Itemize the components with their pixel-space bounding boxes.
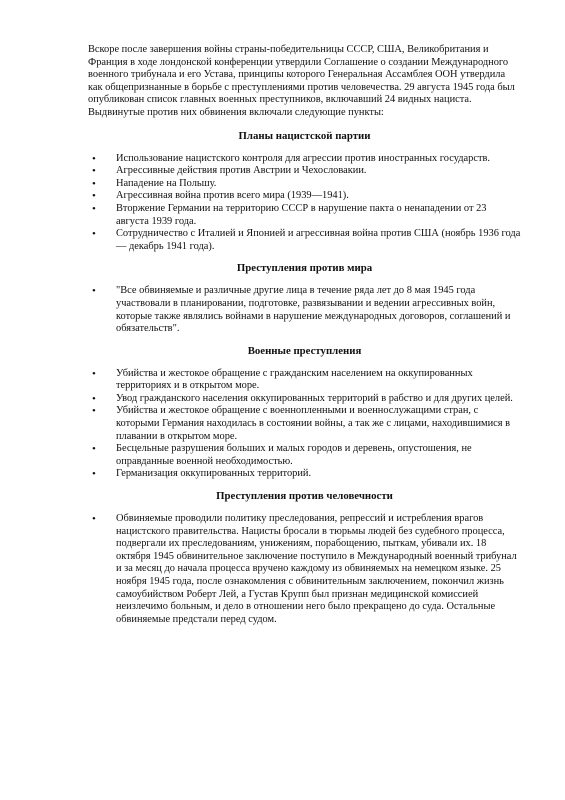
list-item: • Убийства и жестокое обращение с военнопленными и военнослужащими стран, с которыми Германия находилась в состоянии войны, а так же с лицами, находившимися в плавании в открытом море. xyxy=(88,405,521,443)
list-item: • Бесцельные разрушения больших и малых городов и деревень, опустошения, не оправданные военной необходимостью. xyxy=(88,443,521,468)
section-heading: Преступления против мира xyxy=(236,262,373,275)
section-heading: Преступления против человечности xyxy=(216,490,393,503)
list-item: • Сотрудничество с Италией и Японией и агрессивная война против США (ноябрь 1936 года — декабрь 1941 года). xyxy=(88,228,521,253)
intro-paragraph: Вскоре после завершения войны страны-победительницы СССР, США, Великобритания и Франция в ходе лондонской конференции утвердили Соглашение о создании Международного военного трибунала и его Устава, принципы которого Генеральная Ассамблея ООН утвердила как общепризнанные в борьбе с преступлениями против человечества. 29 августа 1945 года был опубликован список главных военных преступников, включавший 24 видных нациста. Выдвинутые против них обвинения включали следующие пункты: xyxy=(88,44,515,118)
list-item: • Убийства и жестокое обращение с гражданским населением на оккупированных территориях и в открытом море. xyxy=(88,368,521,393)
list-item: • Нападение на Польшу. xyxy=(88,178,521,191)
bullet-list xyxy=(88,368,521,481)
section-nazi-party-plans xyxy=(88,130,521,254)
list-item: • Вторжение Германии на территорию СССР в нарушение пакта о ненападении от 23 августа 1939 года. xyxy=(88,203,521,228)
list-item: • Агрессивная война против всего мира (1939—1941). xyxy=(88,190,521,203)
bullet-list xyxy=(88,513,521,626)
list-item: • Германизация оккупированных территорий. xyxy=(88,468,521,481)
section-crimes-against-peace xyxy=(88,262,521,335)
section-war-crimes xyxy=(88,345,521,481)
section-heading: Военные преступления xyxy=(247,344,362,357)
list-item: • Использование нацистского контроля для агрессии против иностранных государств. xyxy=(88,153,521,166)
section-heading: Планы нацистской партии xyxy=(238,129,371,142)
bullet-list xyxy=(88,285,521,335)
list-item: • Агрессивные действия против Австрии и Чехословакии. xyxy=(88,165,521,178)
list-item: • Обвиняемые проводили политику преследования, репрессий и истребления врагов нацистского правительства. Нацисты бросали в тюрьмы людей без судебного процесса, подвергали их преследованиям, унижениям, порабощению, пыткам, убивали их. 18 октября 1945 обвинительное заключение поступило в Международный военный трибунал и за месяц до начала процесса вручено каждому из обвиняемых на немецком языке. 25 ноября 1945 года, после ознакомления с обвинительным заключением, покончил жизнь самоубийством Роберт Лей, а Густав Крупп был признан медицинской комиссией неизлечимо больным, и дело в отношении него было прекращено до суда. Остальные обвиняемые предстали перед судом. xyxy=(88,513,521,626)
bullet-list xyxy=(88,153,521,254)
section-crimes-against-humanity xyxy=(88,490,521,626)
list-item: • Увод гражданского населения оккупированных территорий в рабство и для других целей. xyxy=(88,393,521,406)
list-item: • "Все обвиняемые и различные другие лица в течение ряда лет до 8 мая 1945 года участвовали в планировании, подготовке, развязывании и ведении агрессивных войн, которые также являлись войнами в нарушение международных договоров, соглашений и обязательств". xyxy=(88,285,521,335)
